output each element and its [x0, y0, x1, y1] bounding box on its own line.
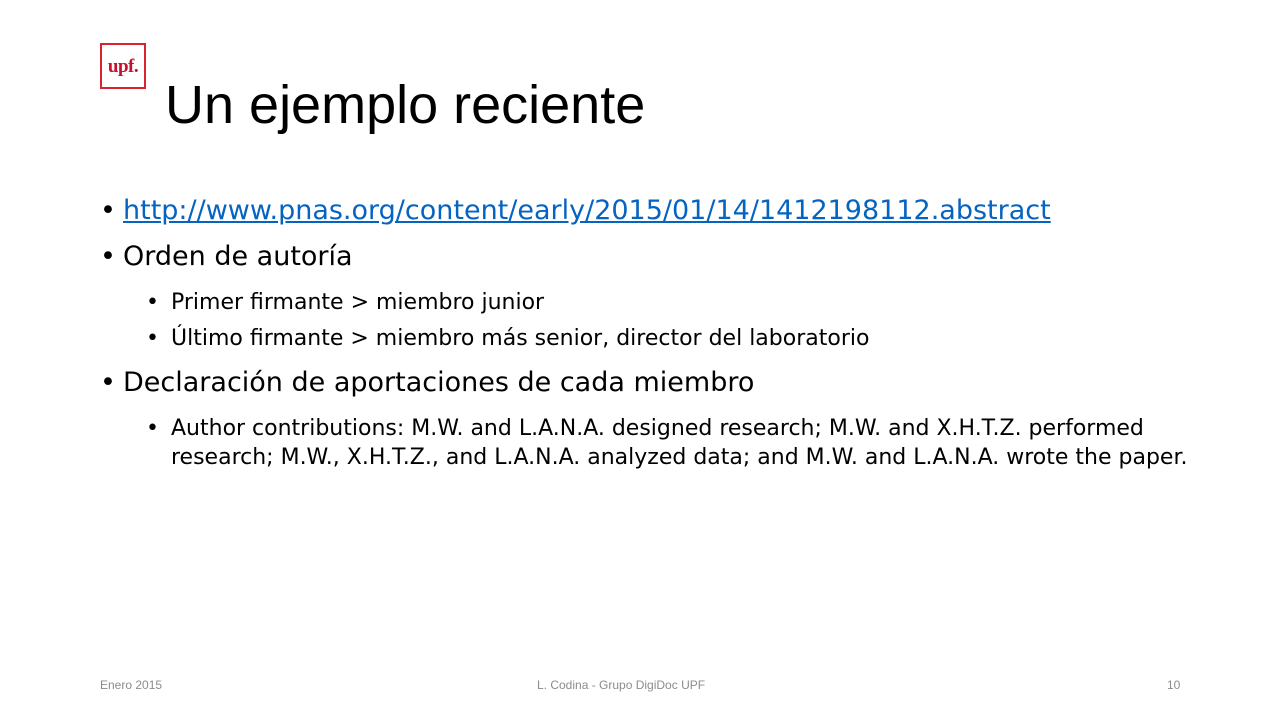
footer-page-number: 10: [1167, 678, 1181, 692]
upf-logo: [100, 43, 146, 89]
bullet-icon: •: [146, 415, 159, 441]
slide-content: [100, 195, 1190, 479]
footer-date: Enero 2015: [100, 678, 163, 692]
bullet-icon: •: [100, 241, 116, 273]
bullet-icon: •: [146, 326, 159, 352]
sub-bullet-text: Primer firmante > miembro junior: [171, 289, 545, 315]
bullet-text: Orden de autoría: [123, 241, 353, 273]
abstract-link[interactable]: http://www.pnas.org/content/early/2015/01/14/1412198112.abstract: [123, 195, 1051, 226]
bullet-item-contributions: [100, 367, 1190, 399]
bullet-icon: •: [146, 289, 159, 315]
sub-bullet-text: Último firmante > miembro más senior, director del laboratorio: [171, 326, 870, 352]
sub-bullet-item: [100, 288, 1190, 317]
bullet-item-authorship: [100, 241, 1190, 273]
bullet-text: Declaración de aportaciones de cada miembro: [123, 367, 755, 399]
bullet-icon: •: [100, 367, 116, 399]
footer-author: L. Codina - Grupo DigiDoc UPF: [537, 678, 706, 692]
logo-text: upf.: [107, 55, 139, 77]
bullet-item-link: [100, 195, 1190, 227]
bullet-icon: •: [100, 195, 116, 226]
sub-bullet-item: [100, 324, 1190, 353]
slide-title: Un ejemplo reciente: [165, 75, 646, 135]
sub-bullet-item: [100, 414, 1190, 473]
sub-bullet-text: Author contributions: M.W. and L.A.N.A. designed research; M.W. and X.H.T.Z. performed research; M.W., X.H.T.Z., and L.A.N.A. analyzed data; and M.W. and L.A.N.A. wrote the paper.: [171, 415, 1188, 470]
